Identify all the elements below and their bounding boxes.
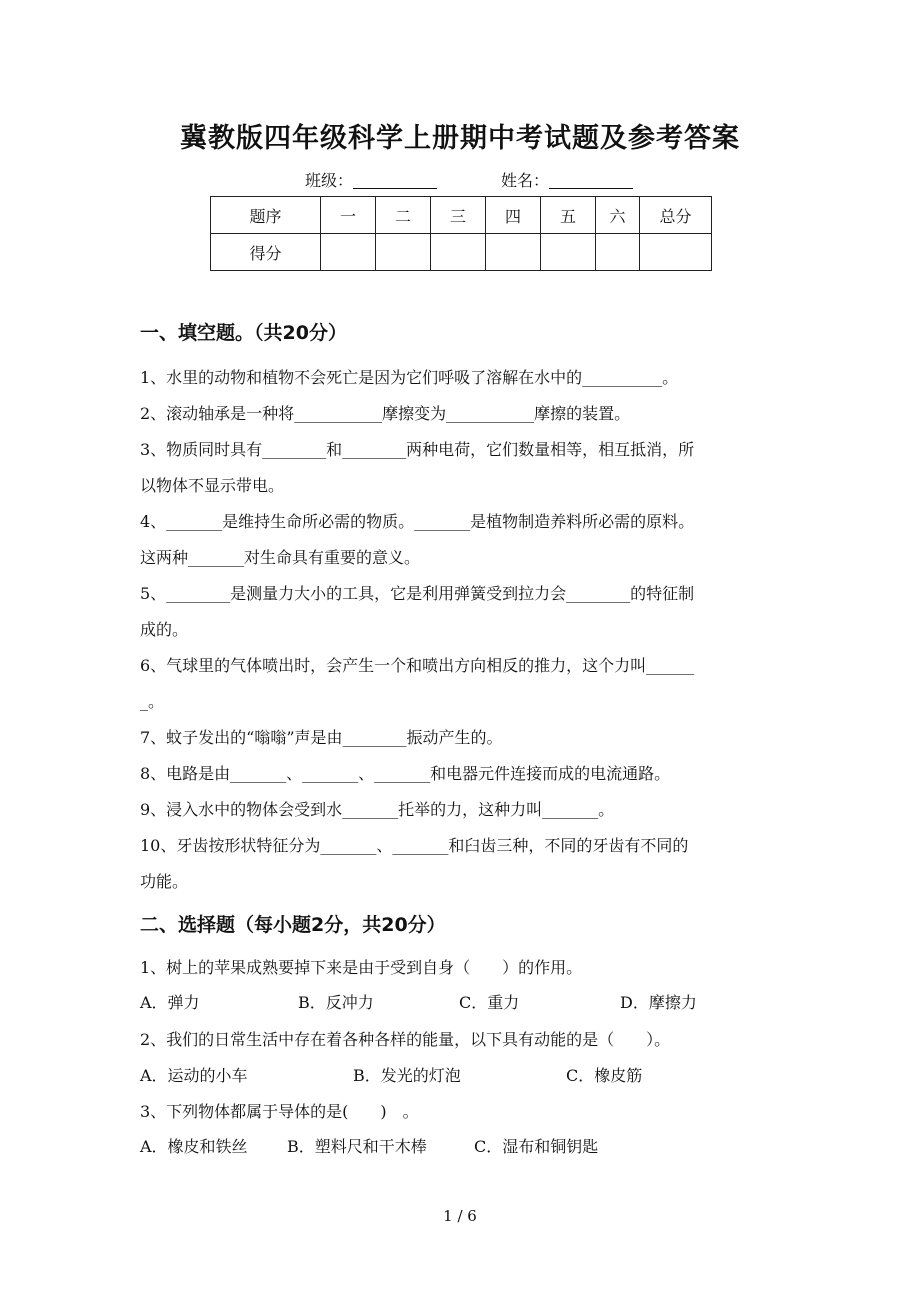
score-cell[interactable]: [321, 234, 376, 271]
score-table: [210, 196, 712, 271]
question-line: 以物体不显示带电。: [140, 476, 285, 495]
question-line: 4、_______是维持生命所必需的物质。_______是植物制造养料所必需的原料。: [140, 512, 695, 531]
option-c[interactable]: C．橡皮筋: [566, 1066, 643, 1085]
page-number: 1 / 6: [443, 1207, 477, 1225]
option-a[interactable]: A．弹力: [140, 993, 200, 1012]
question-line: 9、浸入水中的物体会受到水_______托举的力，这种力叫_______。: [140, 800, 615, 819]
question-stem: 2、我们的日常生活中存在着各种各样的能量，以下具有动能的是（ ）。: [140, 1030, 671, 1049]
score-header-cell: 题序: [211, 197, 321, 234]
score-header-cell: 五: [541, 197, 596, 234]
score-header-cell: 四: [486, 197, 541, 234]
score-table-score-row: [211, 234, 712, 271]
question-line: 这两种_______对生命具有重要的意义。: [140, 548, 421, 567]
score-cell[interactable]: [541, 234, 596, 271]
question-line: 功能。: [140, 872, 189, 891]
option-a[interactable]: A．橡皮和铁丝: [140, 1137, 248, 1156]
option-b[interactable]: B．发光的灯泡: [353, 1066, 461, 1085]
question-line: 10、牙齿按形状特征分为_______、_______和臼齿三种，不同的牙齿有不同的: [140, 836, 689, 855]
option-c[interactable]: C．湿布和铜钥匙: [474, 1137, 599, 1156]
page-title: 冀教版四年级科学上册期中考试题及参考答案: [180, 123, 740, 154]
score-cell[interactable]: [596, 234, 640, 271]
question-line: 成的。: [140, 620, 189, 639]
score-cell[interactable]: [640, 234, 712, 271]
score-header-cell: 一: [321, 197, 376, 234]
question-line: 8、电路是由_______、_______、_______和电器元件连接而成的电流通路。: [140, 764, 671, 783]
question-line: 6、气球里的气体喷出时，会产生一个和喷出方向相反的推力，这个力叫______: [140, 656, 695, 675]
question-line: 7、蚊子发出的“嗡嗡”声是由________振动产生的。: [140, 728, 503, 747]
question-line: 2、滚动轴承是一种将___________摩擦变为___________摩擦的装置。: [140, 404, 631, 423]
section-1-title: 一、填空题。（共20分）: [140, 322, 347, 344]
option-b[interactable]: B．塑料尺和干木棒: [287, 1137, 427, 1156]
class-label: 班级：: [305, 171, 354, 190]
score-cell[interactable]: [431, 234, 486, 271]
option-a[interactable]: A．运动的小车: [140, 1066, 248, 1085]
question-stem: 3、下列物体都属于导体的是( ) 。: [140, 1102, 419, 1121]
class-field: [305, 168, 437, 191]
score-cell[interactable]: [376, 234, 431, 271]
score-cell[interactable]: [486, 234, 541, 271]
name-blank: [549, 172, 633, 189]
score-header-cell: 三: [431, 197, 486, 234]
score-header-cell: 二: [376, 197, 431, 234]
option-d[interactable]: D．摩擦力: [620, 993, 697, 1012]
class-blank: [353, 172, 437, 189]
section-2-title: 二、选择题（每小题2分，共20分）: [140, 914, 446, 936]
question-line: _。: [140, 692, 165, 711]
question-line: 1、水里的动物和植物不会死亡是因为它们呼吸了溶解在水中的__________。: [140, 368, 679, 387]
score-table-header-row: [211, 197, 712, 234]
name-label: 姓名：: [501, 171, 550, 190]
name-field: [501, 168, 633, 191]
option-c[interactable]: C．重力: [459, 993, 520, 1012]
question-line: 5、________是测量力大小的工具，它是利用弹簧受到拉力会________的特征制: [140, 584, 695, 603]
question-stem: 1、树上的苹果成熟要掉下来是由于受到自身（ ）的作用。: [140, 958, 583, 977]
question-line: 3、物质同时具有________和________两种电荷，它们数量相等，相互抵消，所: [140, 440, 695, 459]
score-row-label: 得分: [211, 234, 321, 271]
score-header-cell: 六: [596, 197, 640, 234]
option-b[interactable]: B．反冲力: [298, 993, 374, 1012]
score-header-cell: 总分: [640, 197, 712, 234]
